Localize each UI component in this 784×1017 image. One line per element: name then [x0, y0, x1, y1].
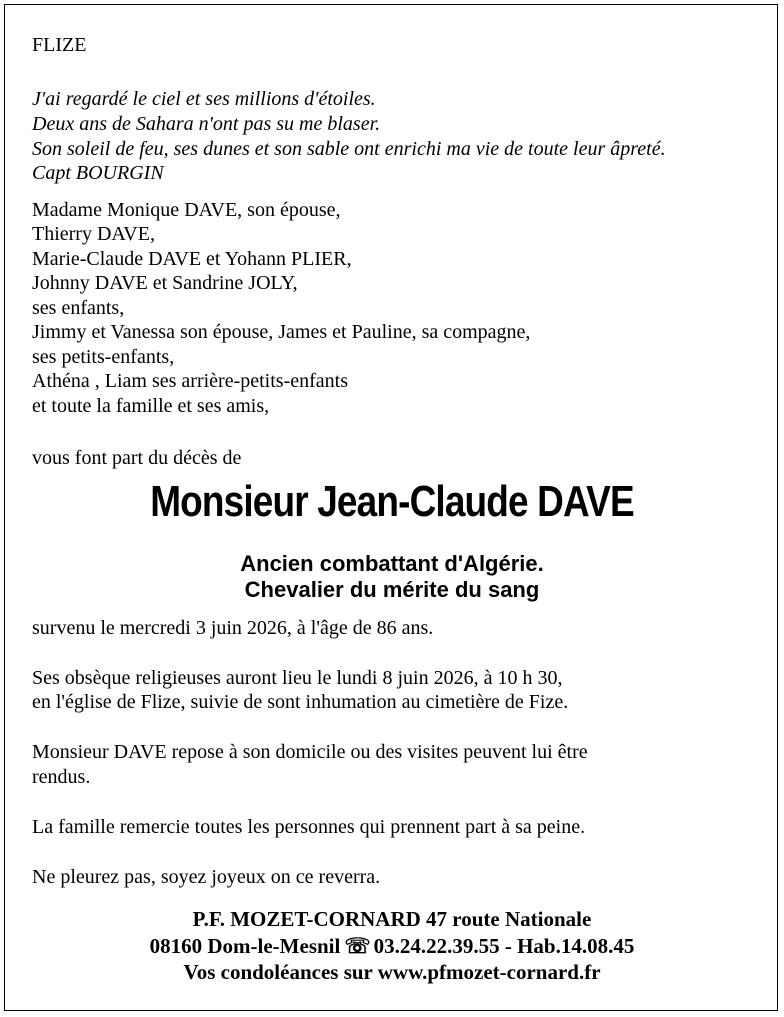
deceased-name: Monsieur Jean-Claude DAVE: [150, 477, 634, 526]
title-line: Ancien combattant d'Algérie.: [240, 551, 544, 576]
closing-line: Ne pleurez pas, soyez joyeux on ce reverra.: [32, 866, 381, 888]
family-line: Marie-Claude DAVE et Yohann PLIER,: [32, 248, 352, 270]
location-header: FLIZE: [32, 34, 87, 56]
rest-info-line: Monsieur DAVE repose à son domicile ou des visites peuvent lui être: [32, 741, 588, 763]
poem-line: Son soleil de feu, ses dunes et son sable ont enrichi ma vie de toute leur âpreté.: [32, 138, 666, 160]
funeral-home-website[interactable]: Vos condoléances sur www.pfmozet-cornard.fr: [183, 960, 601, 984]
rest-info-line: rendus.: [32, 766, 91, 788]
family-line: Thierry DAVE,: [32, 223, 155, 245]
funeral-home-town: 08160 Dom-le-Mesnil: [149, 934, 341, 958]
funeral-home-phone: 03.24.22.39.55 - Hab.14.08.45: [373, 934, 635, 958]
title-line: Chevalier du mérite du sang: [244, 577, 540, 602]
funeral-home-contact: [0, 934, 784, 959]
poem-line: J'ai regardé le ciel et ses millions d'étoiles.: [32, 88, 376, 110]
poem-line: Deux ans de Sahara n'ont pas su me blaser.: [32, 113, 381, 135]
family-line: Athéna , Liam ses arrière-petits-enfants: [32, 370, 348, 392]
family-line: Jimmy et Vanessa son épouse, James et Pauline, sa compagne,: [32, 321, 531, 343]
telephone-icon: ☏: [344, 934, 371, 958]
family-line: et toute la famille et ses amis,: [32, 395, 270, 417]
family-line: Johnny DAVE et Sandrine JOLY,: [32, 272, 298, 294]
funeral-info-line: en l'église de Flize, suivie de sont inhumation au cimetière de Fize.: [32, 691, 569, 713]
announcement: vous font part du décès de: [32, 447, 242, 469]
death-info: survenu le mercredi 3 juin 2026, à l'âge de 86 ans.: [32, 617, 434, 639]
family-line: ses enfants,: [32, 297, 125, 319]
funeral-home-address: P.F. MOZET-CORNARD 47 route Nationale: [192, 907, 592, 931]
poem-author: Capt BOURGIN: [32, 162, 164, 184]
family-line: ses petits-enfants,: [32, 346, 175, 368]
thanks-line: La famille remercie toutes les personnes qui prennent part à sa peine.: [32, 816, 586, 838]
family-line: Madame Monique DAVE, son épouse,: [32, 199, 341, 221]
funeral-info-line: Ses obsèque religieuses auront lieu le lundi 8 juin 2026, à 10 h 30,: [32, 667, 563, 689]
